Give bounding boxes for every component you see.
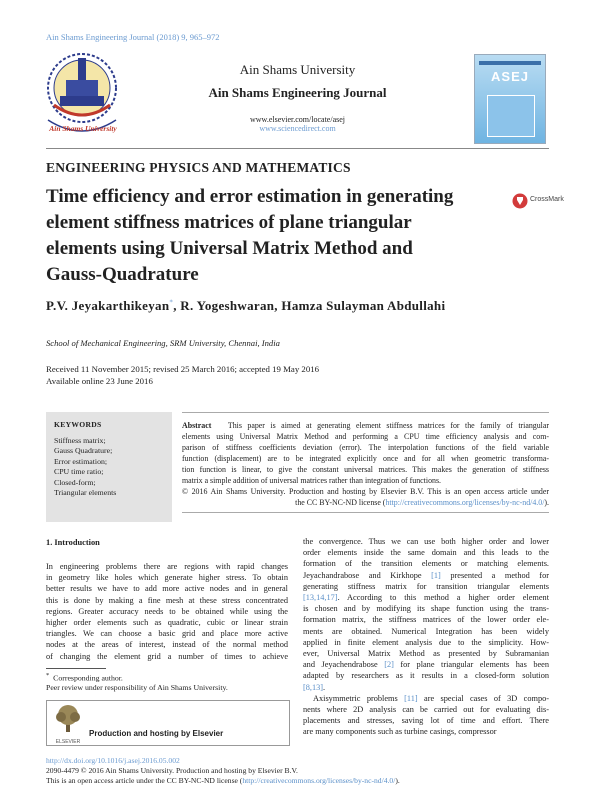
university-logo xyxy=(42,50,122,140)
cover-image xyxy=(487,95,535,137)
text-line: in geometry like holes which generate higher stress. To obtain xyxy=(46,573,288,583)
keyword-item: Triangular elements xyxy=(54,488,117,498)
title-line: Gauss-Quadrature xyxy=(46,264,199,285)
text-line: the convergence. Thus we can use both higher order and lower xyxy=(303,537,549,546)
license-link[interactable]: http://creativecommons.org/licenses/by-nc-nd/4.0/ xyxy=(385,498,545,507)
keyword-item: CPU time ratio; xyxy=(54,467,104,477)
citation-link[interactable]: [13,14,17] xyxy=(303,593,338,603)
abstract-line: parison of stiffness coefficients deviation (error). The interpolation functions of the field variable xyxy=(182,443,549,452)
text-line: nodes at the areas of interest, instead of the normal method xyxy=(46,640,288,650)
elsevier-wordmark: ELSEVIER xyxy=(55,739,81,745)
citation-link[interactable]: [8,13] xyxy=(303,682,324,692)
author-others: , R. Yogeshwaran, Hamza Sulayman Abdullahi xyxy=(173,298,446,313)
journal-name: Ain Shams Engineering Journal xyxy=(208,85,387,100)
received-dates: Received 11 November 2015; revised 25 March 2016; accepted 19 May 2016 xyxy=(46,364,320,374)
open-access-line: This is an open access article under the CC BY-NC-ND license (http://creativecommons.org/licenses/by-nc-nd/4.0/). xyxy=(46,776,400,785)
doi-link[interactable]: http://dx.doi.org/10.1016/j.asej.2016.05.002 xyxy=(46,756,180,765)
citation-link[interactable]: [2] xyxy=(384,660,394,670)
text-line: adapted by researchers as it results in a closed-form solution xyxy=(303,671,549,681)
intro-right-text xyxy=(303,536,549,738)
title-line: elements using Universal Matrix Method and xyxy=(46,238,413,259)
intro-heading: 1. Introduction xyxy=(46,538,100,547)
elsevier-hosting: Production and hosting by Elsevier xyxy=(89,729,224,738)
keyword-item: Gauss Quadrature; xyxy=(54,446,113,456)
corresponding-mark[interactable]: * xyxy=(169,298,174,307)
authors xyxy=(46,298,445,314)
elsevier-logo xyxy=(51,704,85,745)
affiliation: School of Mechanical Engineering, SRM University, Chennai, India xyxy=(46,338,280,348)
text-line: better results we have to add more active nodes and in general xyxy=(46,584,288,594)
cover-bar xyxy=(479,61,541,65)
text-line: higher order elements such as quadratic, cubic or linear strain xyxy=(46,618,288,628)
text-line: Jeyachandrabose and Kirkhope [1] presented a method for xyxy=(303,570,549,580)
abstract-line: tion function is linear, to give the constant universal matrices. This makes the generation of stiffness xyxy=(182,465,549,474)
keywords-list xyxy=(54,436,116,498)
online-date: Available online 23 June 2016 xyxy=(46,376,153,386)
text-line: triangles. We can choose a basic grid and place more active xyxy=(46,629,288,639)
intro-left-text xyxy=(46,561,288,662)
text-line: order elements inside the same domain and this leads to the xyxy=(303,548,549,558)
journal-cover xyxy=(474,54,546,144)
title-line: Time efficiency and error estimation in generating xyxy=(46,186,454,207)
abstract-line: This paper is aimed at generating element stiffness matrices for the family of triangular xyxy=(227,421,549,430)
text-line: nents where 2D analysis can be carried out for evaluating dis- xyxy=(303,705,549,715)
text-line: ments are obtained. Numerical Integration has been widely xyxy=(303,626,549,636)
footer-license-link[interactable]: http://creativecommons.org/licenses/by-nc-nd/4.0/ xyxy=(242,776,396,785)
abstract-label: Abstract xyxy=(182,421,212,430)
abstract-line: matrix a simple addition of universal matrices rather than integration of functions. xyxy=(182,476,442,485)
text-line: of changing the element grid a number of times to achieve xyxy=(46,651,288,661)
cover-title: ASEJ xyxy=(491,69,529,84)
abstract-license: the CC BY-NC-ND license (http://creativecommons.org/licenses/by-nc-nd/4.0/). xyxy=(295,498,549,507)
abstract-line: elements using Universal Matrix Method and performing a CPU time efficiency analysis and com- xyxy=(182,432,549,441)
text-line: are many components such as turbine casings, compressor xyxy=(303,727,497,737)
keyword-item: Error estimation; xyxy=(54,456,108,466)
text-line: formation of the transition elements or matching elements. xyxy=(303,559,549,569)
article-title xyxy=(46,184,496,288)
elsevier-box xyxy=(46,700,290,746)
section-heading: ENGINEERING PHYSICS AND MATHEMATICS xyxy=(46,160,351,175)
keywords-heading: KEYWORDS xyxy=(54,420,102,429)
footnote-mark: * xyxy=(46,672,50,679)
keyword-item: Closed-form; xyxy=(54,477,96,487)
abstract-copyright: © 2016 Ain Shams University. Production and hosting by Elsevier B.V. This is an open access article under xyxy=(182,487,549,496)
citation-link[interactable]: [1] xyxy=(431,570,441,580)
issn-line: 2090-4479 © 2016 Ain Shams University. Production and hosting by Elsevier B.V. xyxy=(46,766,298,775)
text-line: placements and stresses, saving lot of time and effort. There xyxy=(303,716,549,726)
title-line: element stiffness matrices of plane triangular xyxy=(46,212,412,233)
crossmark-icon xyxy=(512,193,528,209)
peer-review-note: Peer review under responsibility of Ain Shams University. xyxy=(46,683,228,692)
elsevier-tree-icon xyxy=(51,704,85,734)
text-line: applied in finite element analysis due to the simplicity. How- xyxy=(303,637,549,647)
journal-url[interactable]: www.elsevier.com/locate/asej xyxy=(250,115,345,124)
text-line: [8,13]. xyxy=(303,682,326,692)
crossmark-badge[interactable] xyxy=(512,191,568,211)
sciencedirect-url[interactable]: www.sciencedirect.com xyxy=(259,124,336,133)
crossmark-label: CrossMark xyxy=(530,196,564,203)
author-1: P.V. Jeyakarthikeyan xyxy=(46,298,170,313)
text-line: generating stiffness matrix for transition triangular elements xyxy=(303,581,549,591)
text-line: In engineering problems there are regions with rapid changes xyxy=(46,562,288,571)
citation-link[interactable]: [11] xyxy=(404,693,418,703)
keywords-box xyxy=(46,412,172,522)
logo-text: Ain Shams University xyxy=(49,124,117,133)
text-line: Axisymmetric problems [11] are special cases of 3D compo- xyxy=(313,693,550,703)
text-line: ever, Universal Matrix Method as presented by Subramanian xyxy=(303,649,549,659)
text-line: [13,14,17]. According to this method a higher order element xyxy=(303,593,549,603)
text-line: and Jeyachendrabose [2] for plane triangular elements has been xyxy=(303,660,549,670)
abstract xyxy=(182,420,549,508)
text-line: this is done by making a fine mesh at these stress concentrated xyxy=(46,595,288,605)
university-name: Ain Shams University xyxy=(239,62,356,77)
citation: Ain Shams Engineering Journal (2018) 9, 965–972 xyxy=(46,32,220,42)
text-line: formation matrix, the stiffness matrices of the lower order ele- xyxy=(303,615,549,625)
text-line: regions. Greater accuracy needs to be obtained while using the xyxy=(46,606,288,616)
keyword-item: Stiffness matrix; xyxy=(54,436,106,445)
corresponding-note: * Corresponding author. xyxy=(46,672,123,683)
abstract-line: function (displacement) are to be integrated explicitly once and for all when geometric transforma- xyxy=(182,454,549,463)
text-line: is chosen and by modifying its shape function using the trans- xyxy=(303,604,549,614)
